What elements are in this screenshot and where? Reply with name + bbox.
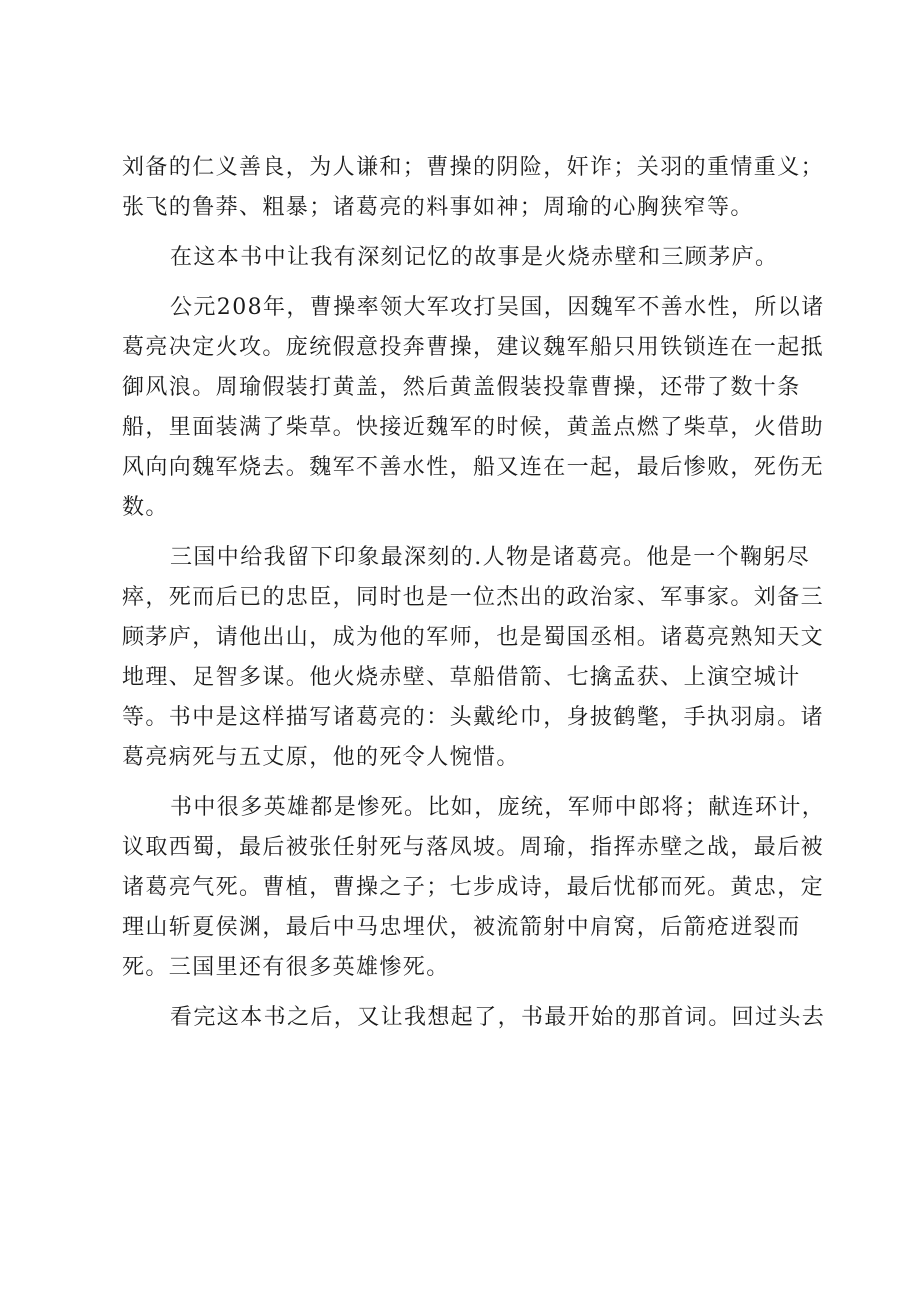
paragraph-memorable-stories: 在这本书中让我有深刻记忆的故事是火烧赤壁和三顾茅庐。 [170,245,779,270]
paragraph-characters: 刘备的仁义善良，为人谦和；曹操的阴险，奸诈；关羽的重情重义；张飞的鲁莽、粗暴；诸葛亮的料事如神；周瑜的心胸狭窄等。 [122,155,825,220]
paragraph-after-reading: 看完这本书之后，又让我想起了，书最开始的那首词。回过头去 [170,1005,826,1030]
paragraph-heroes-deaths: 书中很多英雄都是惨死。比如，庞统，军师中郎将；献连环计，议取西蜀，最后被张任射死与落凤坡。周瑜，指挥赤壁之战，最后被诸葛亮气死。曹植，曹操之子；七步成诗，最后忧郁而死。黄忠，定理山斩夏侯渊，最后中马忠埋伏，被流箭射中肩窝，后箭疮迸裂而死。三国里还有很多英雄惨死。 [122,795,826,980]
paragraph-zhuge-liang: 三国中给我留下印象最深刻的.人物是诸葛亮。他是一个鞠躬尽瘁，死而后已的忠臣，同时也是一位杰出的政治家、军事家。刘备三顾茅庐，请他出山，成为他的军师，也是蜀国丞相。诸葛亮熟知天文地理、足智多谋。他火烧赤壁、草船借箭、七擒孟获、上演空城计等。书中是这样描写诸葛亮的：头戴纶巾，身披鹤氅，手执羽扇。诸葛亮病死与五丈原，他的死令人惋惜。 [122,545,825,770]
paragraph-red-cliffs: 公元208年，曹操率领大军攻打吴国，因魏军不善水性，所以诸葛亮决定火攻。庞统假意投奔曹操，建议魏军船只用铁锁连在一起抵御风浪。周瑜假装打黄盖，然后黄盖假装投靠曹操，还带了数十条船，里面装满了柴草。快接近魏军的时候，黄盖点燃了柴草，火借助风向向魏军烧去。魏军不善水性，船又连在一起，最后惨败，死伤无数。 [122,295,825,520]
document-page [122,148,842,1038]
